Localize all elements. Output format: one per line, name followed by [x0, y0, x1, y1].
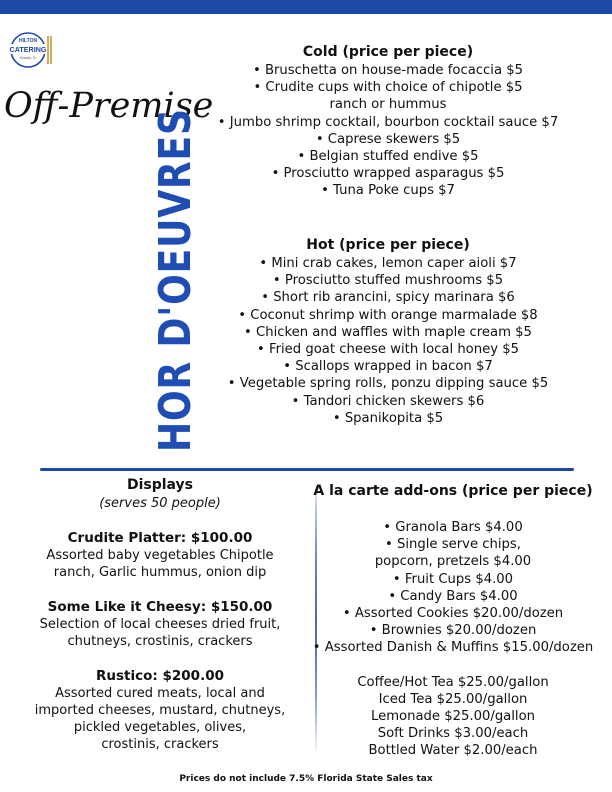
horizontal-divider: [40, 468, 574, 471]
beverage-item: Coffee/Hot Tea $25.00/gallon: [357, 674, 549, 690]
beverage-item: Bottled Water $2.00/each: [368, 743, 538, 759]
display-item-desc: imported cheeses, mustard, chutneys,: [34, 703, 286, 718]
hot-menu-section: [200, 236, 576, 427]
top-accent-bar: [0, 0, 612, 14]
cold-section-title: Cold (price per piece): [302, 44, 474, 60]
addon-item: • Granola Bars $4.00: [383, 520, 523, 535]
menu-item: ranch or hummus: [329, 97, 447, 113]
displays-subtitle: (serves 50 people): [99, 496, 221, 511]
svg-text:HILTON: HILTON: [18, 38, 38, 44]
display-item-desc: pickled vegetables, olives,: [73, 720, 247, 735]
off-premise-script-title: Off-Premise: [4, 86, 214, 126]
menu-item: • Prosciutto stuffed mushrooms $5: [272, 273, 504, 289]
menu-item: • Mini crab cakes, lemon caper aioli $7: [259, 256, 517, 271]
addon-item: popcorn, pretzels $4.00: [374, 554, 532, 570]
menu-item: • Prosciutto wrapped asparagus $5: [271, 166, 505, 182]
display-item-name: Rustico: $200.00: [96, 668, 224, 684]
menu-item: • Tuna Poke cups $7: [321, 183, 455, 199]
hot-section-title: Hot (price per piece): [306, 237, 470, 253]
menu-item: • Crudite cups with choice of chipotle $5: [253, 80, 523, 96]
beverage-item: Lemonade $25.00/gallon: [370, 709, 536, 725]
menu-item: • Vegetable spring rolls, ponzu dipping sauce $5: [227, 376, 549, 392]
hilton-catering-logo: [8, 30, 54, 70]
svg-text:CATERING: CATERING: [9, 45, 47, 54]
display-item-name: Some Like it Cheesy: $150.00: [47, 599, 273, 615]
menu-item: • Jumbo shrimp cocktail, bourbon cocktail sauce $7: [217, 114, 559, 130]
display-item-name: Crudite Platter: $100.00: [67, 530, 253, 546]
displays-section: [30, 476, 290, 753]
cold-menu-section: [200, 43, 576, 200]
displays-title: Displays: [126, 477, 194, 493]
display-item-desc: Assorted baby vegetables Chipotle: [46, 548, 274, 563]
sales-tax-footnote: Prices do not include 7.5% Florida State Sales tax: [179, 774, 433, 784]
menu-item: • Short rib arancini, spicy marinara $6: [261, 290, 515, 306]
menu-item: • Bruschetta on house-made focaccia $5: [252, 63, 523, 78]
display-item-desc: ranch, Garlic hummus, onion dip: [53, 565, 267, 580]
display-item-desc: chutneys, crostinis, crackers: [67, 634, 253, 649]
menu-item: • Scallops wrapped in bacon $7: [283, 359, 493, 375]
menu-item: • Coconut shrimp with orange marmalade $8: [238, 307, 538, 323]
display-item-desc: Assorted cured meats, local and: [55, 686, 265, 701]
display-item-desc: Selection of local cheeses dried fruit,: [39, 617, 281, 632]
addon-item: • Single serve chips,: [385, 537, 521, 553]
beverages-list: [312, 674, 594, 760]
addon-item: • Fruit Cups $4.00: [392, 571, 514, 587]
display-item-desc: crostinis, crackers: [101, 737, 219, 752]
menu-item: • Caprese skewers $5: [315, 131, 461, 147]
menu-item: • Fried goat cheese with local honey $5: [256, 342, 520, 358]
menu-item: • Tandori chicken skewers $6: [291, 393, 485, 409]
alacarte-section: [312, 482, 594, 760]
menu-item: • Spanikopita $5: [332, 410, 444, 426]
addon-item: • Assorted Danish & Muffins $15.00/dozen: [312, 640, 594, 656]
hor-doeuvres-vertical-title: HOR D'OEUVRES: [150, 108, 201, 452]
beverage-item: Soft Drinks $3.00/each: [377, 726, 529, 742]
alacarte-items-list: [312, 519, 594, 657]
menu-item: • Belgian stuffed endive $5: [297, 149, 479, 165]
logo-mark-icon: [8, 30, 54, 70]
addon-item: • Candy Bars $4.00: [388, 588, 518, 604]
addon-item: • Brownies $20.00/dozen: [369, 623, 537, 639]
beverage-item: Iced Tea $25.00/gallon: [378, 691, 528, 707]
svg-text:Orlando, FL: Orlando, FL: [19, 56, 37, 60]
addon-item: • Assorted Cookies $20.00/dozen: [342, 606, 564, 622]
menu-item: • Chicken and waffles with maple cream $5: [244, 324, 532, 340]
alacarte-title: A la carte add-ons (price per piece): [313, 483, 593, 499]
